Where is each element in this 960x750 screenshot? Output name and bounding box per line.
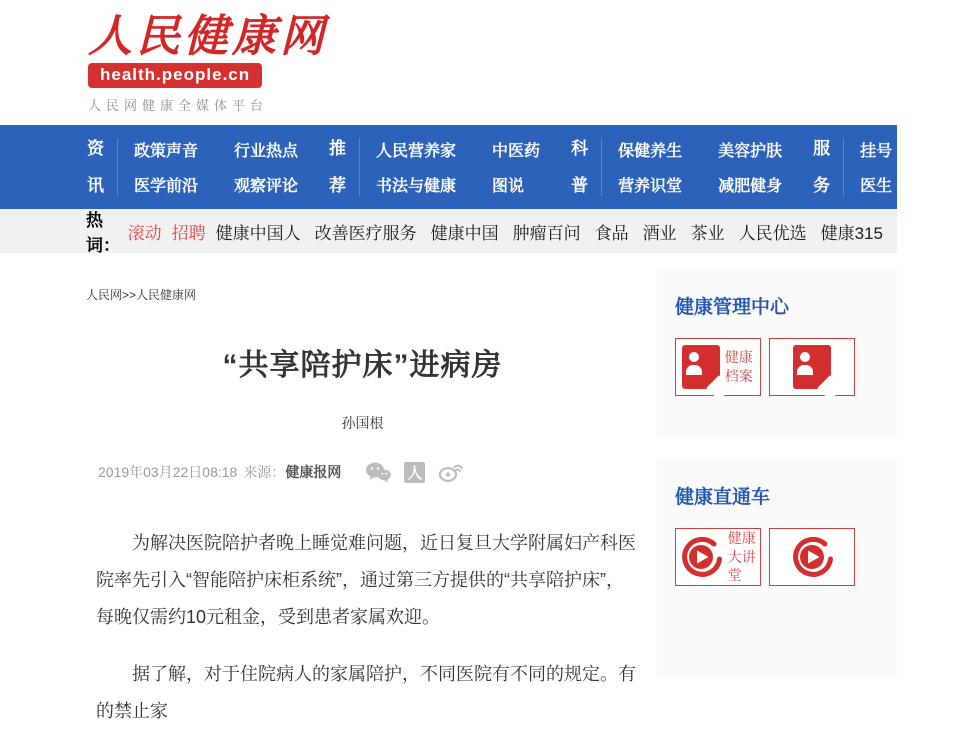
hotword-recruit[interactable]: 招聘	[171, 223, 206, 243]
site-header	[0, 0, 897, 125]
nav-label-news[interactable]: 资讯	[87, 139, 104, 195]
nav-link-industry-hot[interactable]: 行业热点	[234, 143, 299, 160]
profile-document-icon	[793, 345, 831, 389]
nav-link-nutrition-class[interactable]: 营养识堂	[618, 178, 683, 195]
hotword-people-select[interactable]: 人民优选	[738, 223, 807, 243]
nav-link-calligraphy-health[interactable]: 书法与健康	[376, 178, 457, 195]
nav-link-healthcare[interactable]: 保健养生	[618, 143, 683, 160]
article-paragraph: 据了解，对于住院病人的家属陪护，不同医院有不同的规定。有的禁止家	[96, 664, 636, 721]
profile-document-icon	[682, 345, 720, 389]
nav-group-service	[812, 130, 960, 204]
breadcrumb[interactable]: 人民网>>人民健康网	[86, 288, 197, 302]
nav-link-nutritionist[interactable]: 人民营养家	[376, 143, 457, 160]
nav-link-policy[interactable]: 政策声音	[134, 143, 199, 160]
nav-link-observation[interactable]: 观察评论	[234, 178, 299, 195]
nav-link-doctor[interactable]: 医生	[860, 178, 893, 195]
nav-group-recommend	[328, 130, 540, 204]
hotword-healthy-china[interactable]: 健康中国	[430, 223, 499, 243]
article-paragraph: 为解决医院陪护者晚上睡觉难问题，近日复旦大学附属妇产科医院率先引入“智能陪护床柜系统”，通过第三方提供的“共享陪护床”，每晚仅需约10元租金，受到患者家属欢迎。	[96, 533, 636, 627]
nav-divider	[117, 138, 118, 196]
content-area	[0, 253, 897, 750]
hotword-improve-medical[interactable]: 改善医疗服务	[314, 223, 417, 243]
sidebar-cards	[675, 528, 897, 586]
hotword-food[interactable]: 食品	[594, 223, 629, 243]
card-partial[interactable]	[769, 528, 855, 586]
hotword-scroll[interactable]: 滚动	[127, 223, 162, 243]
sidebar-title-health-management[interactable]: 健康管理中心	[675, 297, 790, 318]
nav-links	[860, 140, 960, 195]
nav-label-recommend[interactable]: 推荐	[329, 139, 347, 195]
nav-divider	[843, 138, 844, 196]
article-author: 孙国根	[341, 415, 384, 431]
hotwords-bar	[0, 209, 897, 253]
hotword-healthy-chinese[interactable]: 健康中国人	[215, 223, 301, 243]
nav-link-medicine-frontier[interactable]: 医学前沿	[134, 178, 199, 195]
nav-link-tcm[interactable]: 中医药	[492, 143, 541, 160]
site-logo[interactable]	[88, 13, 328, 114]
people-weibo-icon[interactable]: 人	[404, 462, 425, 483]
sidebar-cards	[675, 338, 897, 396]
nav-group-news	[86, 130, 298, 204]
sina-weibo-icon[interactable]	[438, 461, 464, 483]
nav-link-baike[interactable]: 百科	[928, 143, 960, 160]
play-circle-icon	[679, 535, 723, 579]
nav-divider	[601, 138, 602, 196]
hotwords-label: 热词：	[86, 211, 120, 255]
hotword-tumor-100q[interactable]: 肿瘤百问	[512, 223, 581, 243]
nav-group-science	[570, 130, 782, 204]
main-nav	[0, 125, 960, 209]
article-column	[86, 253, 639, 750]
card-label: 健康档案	[724, 349, 753, 384]
article-date: 2019年03月22日08:18	[98, 464, 238, 480]
wechat-icon[interactable]	[365, 461, 391, 483]
card-label: 健康大讲堂	[727, 529, 756, 584]
card-health-archive[interactable]	[675, 338, 761, 396]
article-source[interactable]: 健康报网	[285, 464, 342, 480]
card-health-lecture[interactable]	[675, 528, 761, 586]
card-partial[interactable]	[769, 338, 855, 396]
play-circle-icon	[790, 535, 834, 579]
article-title: “共享陪护床”进病房	[222, 349, 503, 382]
nav-links	[134, 140, 298, 195]
nav-link-register[interactable]: 挂号	[860, 143, 893, 160]
nav-link-baiwen[interactable]: 百问	[928, 178, 960, 195]
article-body	[86, 525, 639, 730]
hotword-tea[interactable]: 茶业	[690, 223, 725, 243]
nav-label-science[interactable]: 科普	[571, 139, 589, 195]
source-label: 来源：	[243, 464, 286, 480]
nav-link-pictures[interactable]: 图说	[492, 178, 525, 195]
share-icons	[365, 461, 464, 483]
sidebar-section-health-express	[657, 458, 897, 678]
logo-tagline: 人民网健康全媒体平台	[88, 98, 269, 113]
logo-calligraphy: 人民健康网	[88, 11, 328, 62]
nav-label-service[interactable]: 服务	[813, 139, 831, 195]
hotword-health315[interactable]: 健康315	[820, 223, 883, 243]
hotword-liquor[interactable]: 酒业	[642, 223, 677, 243]
article-meta	[86, 461, 639, 483]
sidebar	[657, 268, 897, 698]
sidebar-section-health-management	[657, 268, 897, 438]
sidebar-title-health-express[interactable]: 健康直通车	[675, 487, 771, 508]
nav-link-beauty[interactable]: 美容护肤	[718, 143, 783, 160]
nav-links	[376, 140, 540, 195]
nav-links	[618, 140, 782, 195]
nav-divider	[359, 138, 360, 196]
nav-link-fitness[interactable]: 减肥健身	[718, 178, 783, 195]
logo-domain-badge: health.people.cn	[88, 63, 262, 88]
